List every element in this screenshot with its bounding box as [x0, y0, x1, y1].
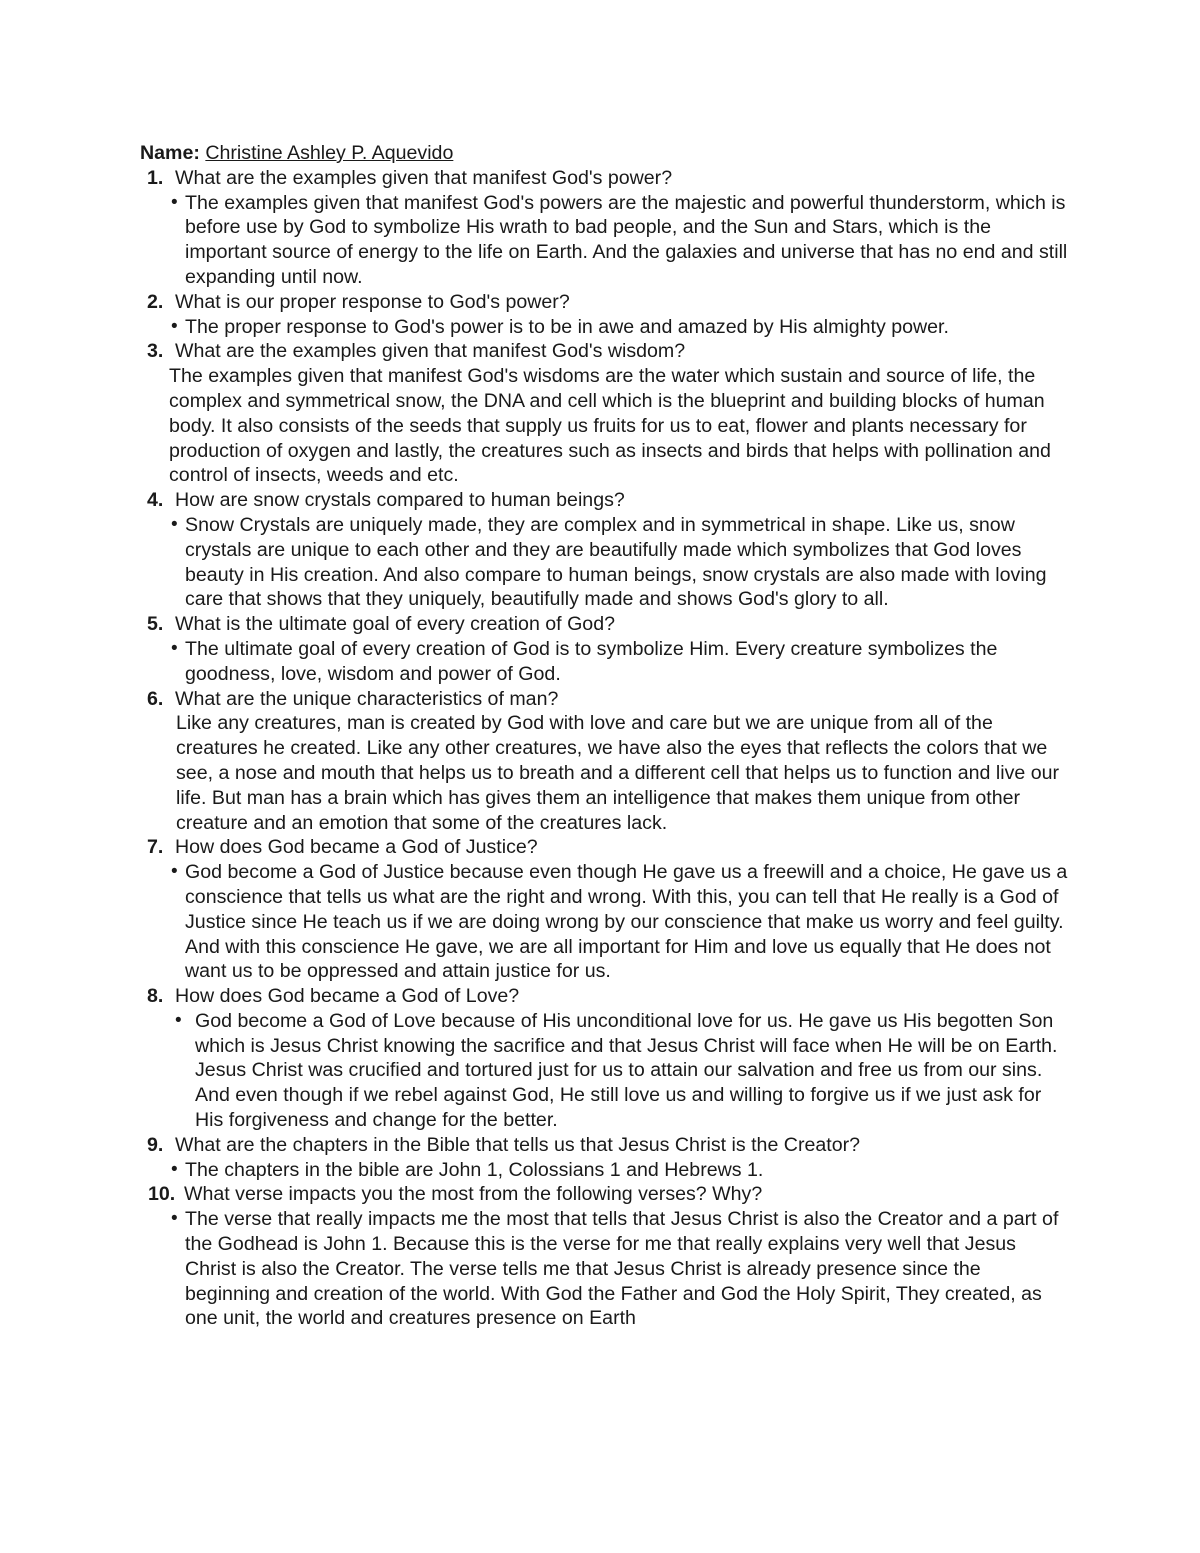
- question-text: How are snow crystals compared to human beings?: [175, 489, 625, 512]
- question-2: [140, 290, 1070, 315]
- bullet-icon: •: [171, 861, 178, 883]
- question-5: [140, 612, 1070, 637]
- answer-8: [140, 1009, 1070, 1133]
- bullet-icon: •: [171, 315, 178, 337]
- name-label: Name:: [140, 142, 200, 164]
- answer-text: The examples given that manifest God's wisdoms are the water which sustain and source of life, the complex and symmetrical snow, the DNA and cell which is the blueprint and building blocks of human body. It also consists of the seeds that supply us fruits for us to eat, flower and plants necessary for production of oxygen and lastly, the creatures such as insects and birds that helps with pollination and control of insects, weeds and etc.: [169, 365, 1051, 487]
- question-number: 1.: [147, 166, 164, 189]
- answer-3: [140, 364, 1070, 488]
- question-text: What is our proper response to God's power?: [175, 290, 570, 313]
- answer-10: [140, 1207, 1070, 1331]
- question-number: 8.: [147, 985, 164, 1008]
- question-number: 6.: [147, 687, 164, 710]
- question-text: What verse impacts you the most from the following verses? Why?: [184, 1183, 763, 1206]
- bullet-icon: •: [171, 637, 178, 659]
- bullet-icon: •: [171, 191, 178, 213]
- question-text: What are the chapters in the Bible that tells us that Jesus Christ is the Creator?: [175, 1133, 861, 1156]
- answer-2: [140, 315, 1070, 340]
- question-7: [140, 835, 1070, 860]
- bullet-icon: •: [171, 1158, 178, 1180]
- question-text: What is the ultimate goal of every creation of God?: [175, 613, 615, 636]
- answer-text: God become a God of Love because of His unconditional love for us. He gave us His begotten Son which is Jesus Christ knowing the sacrifice and that Jesus Christ will face when He will be on Earth. Jesus Christ was crucified and tortured just for us to attain our salvation and free us from our sins. And even though if we rebel against God, He still love us and willing to forgive us if we just ask for His forgiveness and change for the better.: [195, 1009, 1058, 1132]
- answer-9: [140, 1158, 1070, 1183]
- answer-text: God become a God of Justice because even though He gave us a freewill and a choice, He gave us a conscience that tells us what are the right and wrong. With this, you can tell that He really is a God of Justice since He teach us if we are doing wrong by our conscience that make us worry and feel guilty. And with this conscience He gave, we are all important for Him and love us equally that He does not want us to be oppressed and attain justice for us.: [185, 861, 1068, 983]
- question-text: How does God became a God of Love?: [175, 985, 520, 1008]
- question-3: [140, 339, 1070, 364]
- question-4: [140, 488, 1070, 513]
- document-body: [140, 141, 1070, 1331]
- answer-text: The ultimate goal of every creation of God is to symbolize Him. Every creature symbolizes the goodness, love, wisdom and power of God.: [185, 637, 998, 685]
- answer-5: [140, 637, 1070, 687]
- answer-text: The examples given that manifest God's powers are the majestic and powerful thunderstorm, which is before use by God to symbolize His wrath to bad people, and the Sun and Stars, which is the important source of energy to the life on Earth. And the galaxies and universe that has no end and still expanding until now.: [185, 191, 1068, 288]
- question-text: What are the examples given that manifest God's wisdom?: [175, 340, 686, 363]
- question-8: [140, 984, 1070, 1009]
- question-1: [140, 166, 1070, 191]
- answer-7: [140, 860, 1070, 984]
- question-text: What are the unique characteristics of man?: [175, 687, 559, 710]
- answer-6: [140, 711, 1070, 835]
- question-9: [140, 1133, 1070, 1158]
- name-line: [140, 141, 1070, 166]
- bullet-icon: •: [175, 1009, 182, 1031]
- answer-text: The chapters in the bible are John 1, Colossians 1 and Hebrews 1.: [185, 1158, 764, 1181]
- question-10: [140, 1182, 1070, 1207]
- question-number: 9.: [147, 1133, 164, 1156]
- bullet-icon: •: [171, 1208, 178, 1230]
- question-text: How does God became a God of Justice?: [175, 836, 538, 859]
- answer-text: The proper response to God's power is to be in awe and amazed by His almighty power.: [185, 315, 949, 338]
- answer-4: [140, 513, 1070, 612]
- question-number: 2.: [147, 290, 164, 313]
- question-number: 3.: [147, 340, 164, 363]
- student-name: Christine Ashley P. Aquevido: [205, 142, 454, 164]
- answer-text: The verse that really impacts me the most that tells that Jesus Christ is also the Creator and a part of the Godhead is John 1. Because this is the verse for me that really explains very well that Jesus Christ is also the Creator. The verse tells me that Jesus Christ is already presence since the beginning and creation of the world. With God the Father and God the Holy Spirit, They created, as one unit, the world and creatures presence on Earth: [185, 1208, 1059, 1330]
- question-number: 5.: [147, 613, 164, 636]
- question-number: 4.: [147, 489, 164, 512]
- question-number: 10.: [148, 1183, 176, 1206]
- question-text: What are the examples given that manifest God's power?: [175, 166, 673, 189]
- answer-text: Like any creatures, man is created by God with love and care but we are unique from all of the creatures he created. Like any other creatures, we have also the eyes that reflects the colors that we see, a nose and mouth that helps us to breath and a different cell that helps us to function and live our life. But man has a brain which has gives them an intelligence that makes them unique from other creature and an emotion that some of the creatures lack.: [176, 712, 1060, 834]
- answer-text: Snow Crystals are uniquely made, they are complex and in symmetrical in shape. Like us, snow crystals are unique to each other and they are beautifully made which symbolizes that God loves beauty in His creation. And also compare to human beings, snow crystals are also made with loving care that shows that they uniquely, beautifully made and shows God's glory to all.: [185, 513, 1047, 611]
- question-number: 7.: [147, 836, 164, 859]
- bullet-icon: •: [171, 513, 178, 535]
- answer-1: [140, 191, 1070, 290]
- question-6: [140, 687, 1070, 712]
